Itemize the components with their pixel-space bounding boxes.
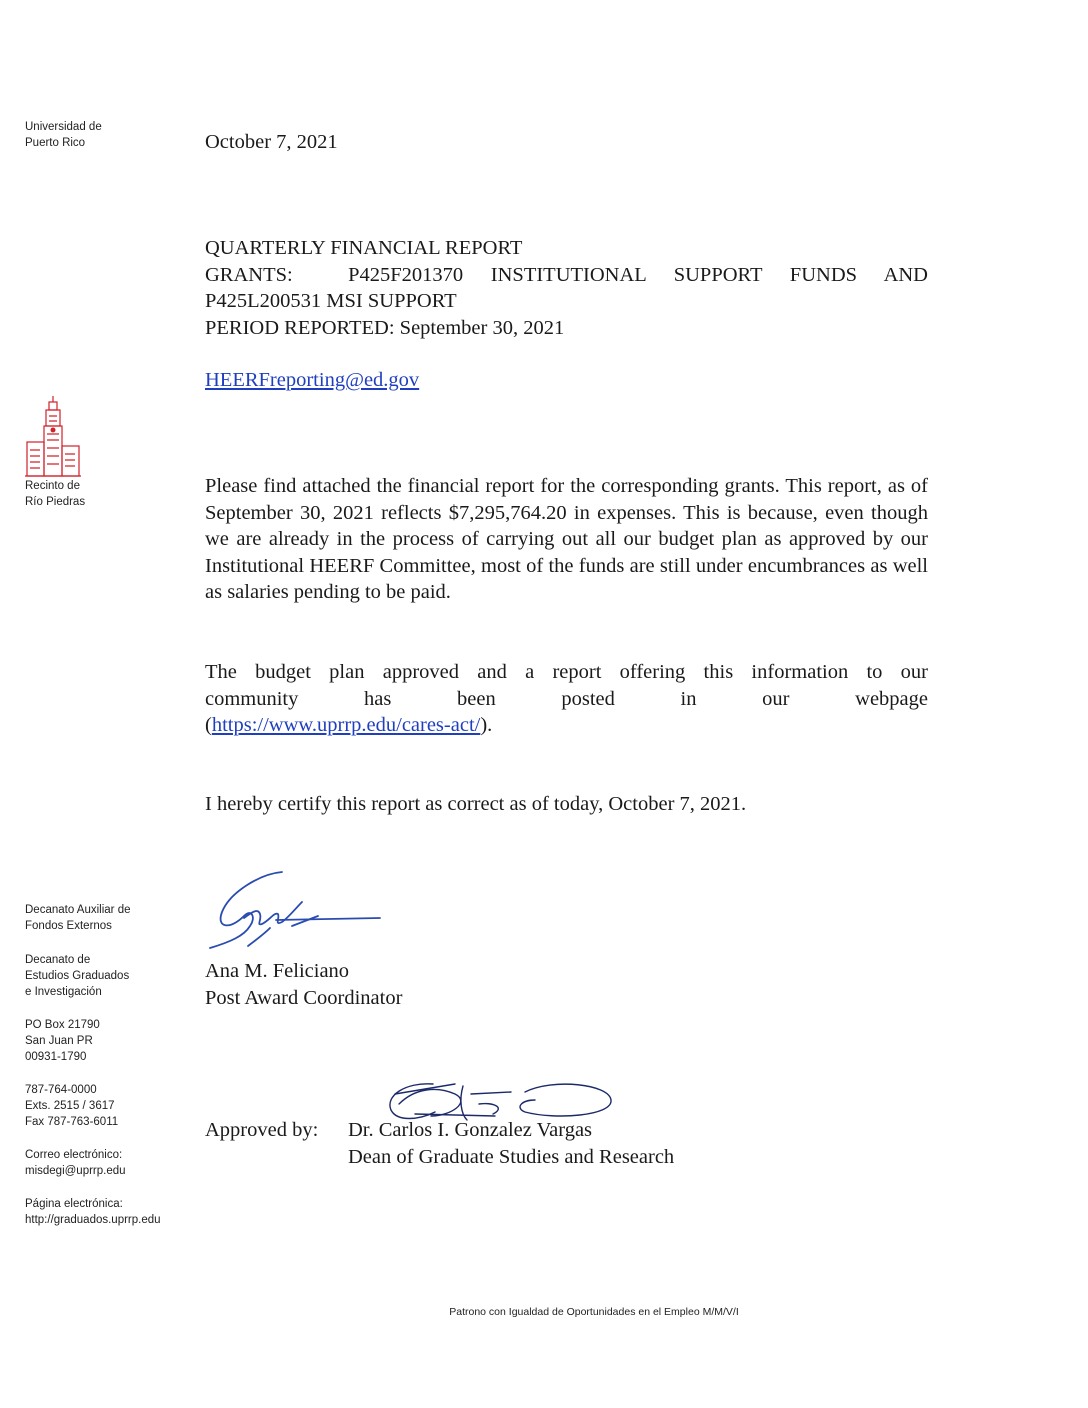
email-label: Correo electrónico:	[25, 1149, 123, 1161]
address-line: San Juan PR	[25, 1035, 93, 1047]
paragraph-2-line: The budget plan approved and a report offering this information to our	[205, 661, 928, 683]
paragraph-1: Please find attached the financial report for the corresponding grants. This report, as of September 30, 2021 reflects $7,295,764.20 in expenses. This is because, even though we are already in the process of carrying out all our budget plan as approved by our Institutional HEERF Committee, most of the funds are still under encumbrances as well as salaries pending to be paid.	[205, 475, 928, 603]
footer-equal-opportunity: Patrono con Igualdad de Oportunidades en el Empleo M/M/V/I	[449, 1306, 739, 1318]
paragraph-2-line: community has been posted in our webpage	[205, 687, 928, 710]
approval-row	[205, 1117, 805, 1144]
web-value: http://graduados.uprrp.edu	[25, 1214, 161, 1226]
email-link-line	[205, 367, 928, 394]
approval-block	[205, 1117, 805, 1170]
phone-line: Fax 787-763-6011	[25, 1116, 119, 1128]
subject-line: QUARTERLY FINANCIAL REPORT	[205, 237, 523, 259]
campus-line: Río Piedras	[25, 496, 86, 508]
heerf-email-link[interactable]: HEERFreporting@ed.gov	[205, 369, 420, 391]
subject-line: P425L200531 MSI SUPPORT	[205, 290, 457, 312]
subject-line: GRANTS: P425F201370 INSTITUTIONAL SUPPORT FUNDS AND	[205, 263, 928, 286]
dept-line: Estudios Graduados	[25, 970, 130, 982]
dept-line: e Investigación	[25, 986, 102, 998]
paragraph-2-line	[205, 712, 928, 739]
signature-ana-feliciano	[200, 868, 390, 956]
address-line: 00931-1790	[25, 1051, 87, 1063]
sidebar-contact	[25, 902, 161, 1228]
address-line: PO Box 21790	[25, 1019, 100, 1031]
approver-name: Dr. Carlos I. Gonzalez Vargas	[348, 1119, 593, 1141]
web-label: Página electrónica:	[25, 1198, 123, 1210]
cares-act-link[interactable]: https://www.uprrp.edu/cares-act/	[211, 714, 481, 736]
institution-line: Universidad de	[25, 121, 102, 133]
paren-open: (	[205, 714, 212, 736]
dept-line: Fondos Externos	[25, 920, 112, 932]
sidebar-campus	[25, 478, 85, 510]
email-value: misdegi@uprrp.edu	[25, 1165, 126, 1177]
institution-line: Puerto Rico	[25, 137, 86, 149]
certification-text: I hereby certify this report as correct as of today, October 7, 2021.	[205, 793, 747, 815]
signer-title: Post Award Coordinator	[205, 986, 403, 1009]
phone-line: 787-764-0000	[25, 1084, 97, 1096]
sidebar-institution	[25, 119, 102, 151]
approver-title: Dean of Graduate Studies and Research	[348, 1145, 675, 1168]
dept-line: Decanato Auxiliar de	[25, 904, 131, 916]
signer-block	[205, 958, 928, 1011]
approved-label: Approved by:	[205, 1119, 319, 1141]
paragraph-2	[205, 659, 928, 739]
subject-line: PERIOD REPORTED: September 30, 2021	[205, 316, 565, 339]
campus-line: Recinto de	[25, 480, 80, 492]
tower-crest-logo	[24, 394, 82, 478]
dept-line: Decanato de	[25, 954, 91, 966]
letter-date: October 7, 2021	[205, 131, 338, 153]
paren-close: ).	[480, 714, 493, 736]
phone-line: Exts. 2515 / 3617	[25, 1100, 115, 1112]
subject-block	[205, 235, 928, 341]
signer-name: Ana M. Feliciano	[205, 960, 350, 982]
